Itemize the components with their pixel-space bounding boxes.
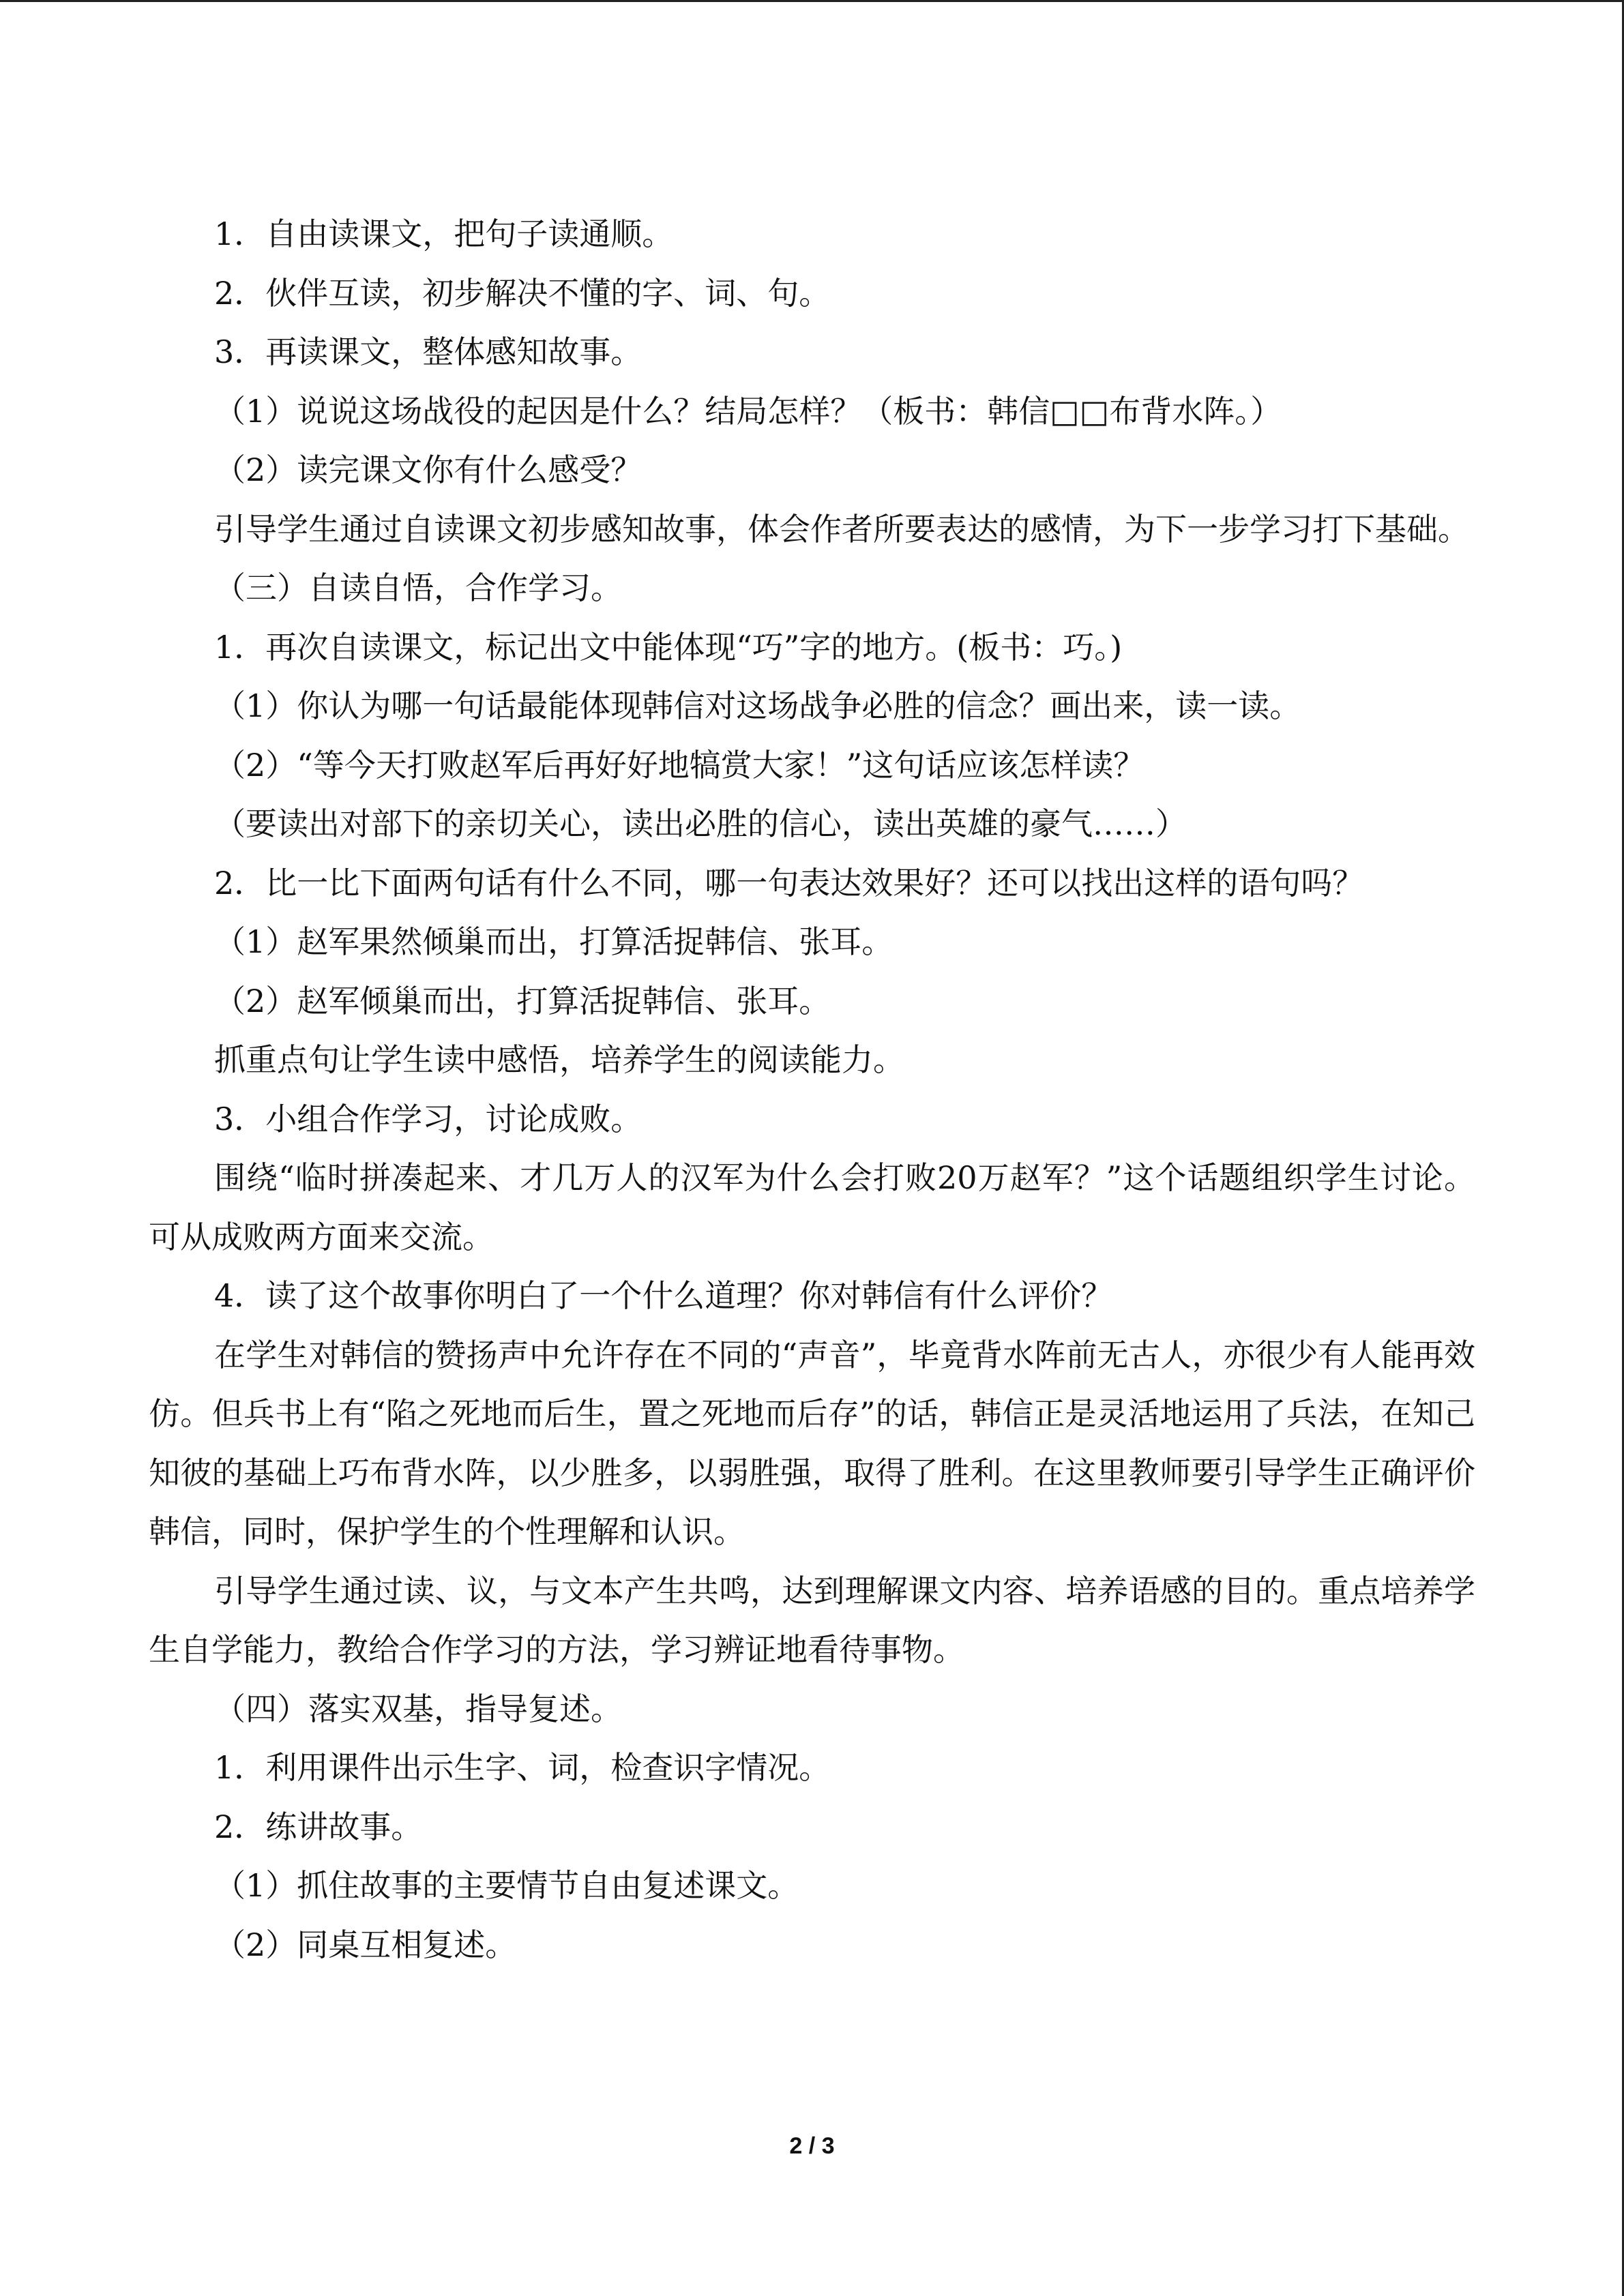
paragraph: 引导学生通过自读课文初步感知故事，体会作者所要表达的感情，为下一步学习打下基础。 — [214, 510, 1469, 548]
paragraph: （要读出对部下的亲切关心，读出必胜的信心，读出英雄的豪气……） — [214, 805, 1187, 842]
paragraph: 围绕“临时拼凑起来、才几万人的汉军为什么会打败20万赵军？”这个话题组织学生讨论。可从成败两方面来交流。 — [149, 1159, 1475, 1255]
paragraph: 1．利用课件出示生字、词，检查识字情况。 — [214, 1749, 831, 1786]
paragraph: 抓重点句让学生读中感悟，培养学生的阅读能力。 — [214, 1041, 904, 1078]
paragraph: （1）你认为哪一句话最能体现韩信对这场战争必胜的信念？画出来，读一读。 — [214, 687, 1301, 724]
paragraph: 在学生对韩信的赞扬声中允许存在不同的“声音”，毕竟背水阵前无古人，亦很少有人能再效仿。但兵书上有“陷之死地而后生，置之死地而后存”的话，韩信正是灵活地运用了兵法，在知己知彼的基础上巧布背水阵，以少胜多，以弱胜强，取得了胜利。在这里教师要引导学生正确评价韩信，同时，保护学生的个性理解和认识。 — [149, 1336, 1475, 1550]
paragraph: 引导学生通过读、议，与文本产生共鸣，达到理解课文内容、培养语感的目的。重点培养学生自学能力，教给合作学习的方法，学习辨证地看待事物。 — [149, 1572, 1475, 1668]
section-heading: （四）落实双基，指导复述。 — [214, 1690, 622, 1727]
paragraph: （1）抓住故事的主要情节自由复述课文。 — [214, 1867, 799, 1904]
page-number: 2 / 3 — [789, 2133, 835, 2159]
paragraph: 2．比一比下面两句话有什么不同，哪一句表达效果好？还可以找出这样的语句吗？ — [214, 864, 1364, 901]
paragraph: （2）“等今天打败赵军后再好好地犒赏大家！”这句话应该怎样读？ — [214, 746, 1145, 784]
paragraph: （2）读完课文你有什么感受？ — [214, 451, 643, 488]
paragraph: 3．再读课文，整体感知故事。 — [214, 333, 643, 370]
paragraph: （1）赵军果然倾巢而出，打算活捉韩信、张耳。 — [214, 923, 894, 960]
document-body — [149, 205, 1475, 1974]
paragraph: （2）赵军倾巢而出，打算活捉韩信、张耳。 — [214, 982, 831, 1019]
paragraph: （1）说说这场战役的起因是什么？结局怎样？（板书：韩信□□布背水阵。） — [214, 392, 1282, 430]
paragraph: 1．再次自读课文，标记出文中能体现“巧”字的地方。(板书：巧。) — [214, 628, 1123, 666]
paragraph: 2．练讲故事。 — [214, 1808, 423, 1845]
paragraph: 4．读了这个故事你明白了一个什么道理？你对韩信有什么评价？ — [214, 1277, 1113, 1314]
paragraph: 1．自由读课文，把句子读通顺。 — [214, 215, 674, 252]
paragraph: 2．伙伴互读，初步解决不懂的字、词、句。 — [214, 274, 831, 312]
paragraph: （2）同桌互相复述。 — [214, 1926, 517, 1963]
section-heading: （三）自读自悟，合作学习。 — [214, 569, 622, 606]
paragraph: 3．小组合作学习，讨论成败。 — [214, 1100, 643, 1137]
